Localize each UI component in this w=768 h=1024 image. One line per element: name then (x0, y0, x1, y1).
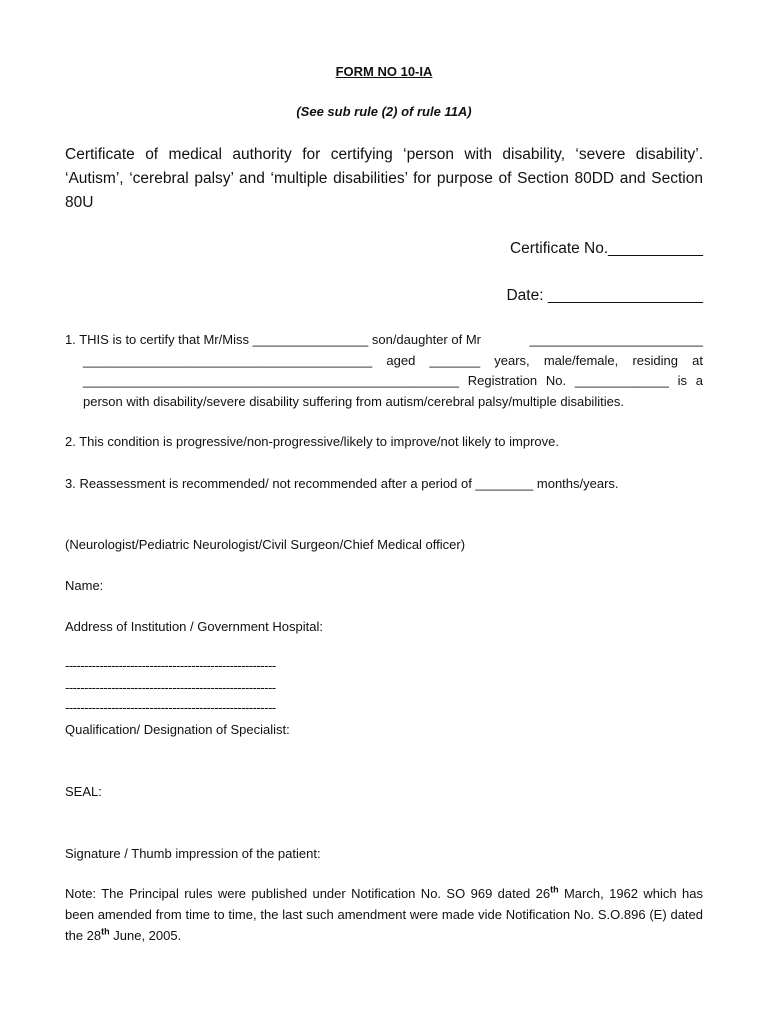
paragraph-line (65, 371, 703, 392)
address-line: ------------------------------------------------------- (65, 680, 276, 695)
form-number-heading: FORM NO 10-IA (335, 64, 433, 79)
age-blank: _______ (429, 352, 481, 368)
specialist-designation: (Neurologist/Pediatric Neurologist/Civil Surgeon/Chief Medical officer) (65, 537, 466, 552)
reassessment-statement: 3. Reassessment is recommended/ not recommended after a period of ________ months/years. (65, 476, 619, 491)
residence-blank: ____________________________________________________ (83, 373, 459, 388)
address-label: Address of Institution / Government Hospital: (65, 619, 323, 634)
address-line: ------------------------------------------------------- (65, 700, 276, 715)
address-line: ------------------------------------------------------- (65, 658, 276, 673)
note-text: Note: The Principal rules were published under Notification No. SO 969 dated 26 (65, 886, 551, 901)
qualification-label: Qualification/ Designation of Specialist: (65, 722, 290, 737)
paragraph-word: aged (386, 352, 416, 368)
paragraph-word: No. (545, 373, 567, 388)
paragraph-word: is (677, 373, 687, 388)
signature-label: Signature / Thumb impression of the patient: (65, 846, 321, 861)
condition-statement: 2. This condition is progressive/non-progressive/likely to improve/not likely to improve. (65, 434, 559, 449)
certificate-title: Certificate of medical authority for certifying ‘person with disability, ‘severe disability’. ‘Autism’, ‘cerebral palsy’ and ‘multiple disabilities’ for purpose of Section 80DD and Section 80U (65, 146, 703, 211)
notification-note (65, 883, 703, 946)
note-text: March, 1962 which has been amended from time to time, the last such amendment were made vide Notification No. S.O.896 (E) dated the 28 (65, 886, 703, 943)
paragraph-text: person with disability/severe disability suffering from autism/cerebral palsy/multiple disabilities. (83, 393, 624, 409)
paragraph-word: a (695, 373, 703, 388)
note-text: June, 2005. (109, 928, 182, 943)
paragraph-word: residing (632, 352, 678, 368)
ordinal-suffix: th (550, 884, 559, 895)
paragraph-word: years, (494, 352, 530, 368)
certificate-number-field: Certificate No.___________ (509, 240, 703, 257)
paragraph-word: at (692, 352, 703, 368)
paragraph-line (65, 351, 703, 372)
paragraph-line (65, 392, 703, 413)
certification-paragraph (65, 330, 703, 412)
name-label: Name: (65, 578, 104, 593)
seal-label: SEAL: (65, 784, 102, 799)
father-name-blank: ________________________ (529, 332, 703, 347)
paragraph-word: Registration (467, 373, 538, 388)
ordinal-suffix: th (101, 926, 110, 937)
registration-blank: _____________ (574, 373, 669, 388)
paragraph-text: 1. THIS is to certify that Mr/Miss ________________ son/daughter of Mr (65, 332, 481, 347)
paragraph-word: male/female, (543, 352, 619, 368)
sub-rule-reference: (See sub rule (2) of rule 11A) (296, 104, 472, 119)
paragraph-line (65, 330, 703, 351)
name-blank: ________________________________________ (83, 352, 373, 368)
date-field: Date: __________________ (506, 287, 703, 304)
